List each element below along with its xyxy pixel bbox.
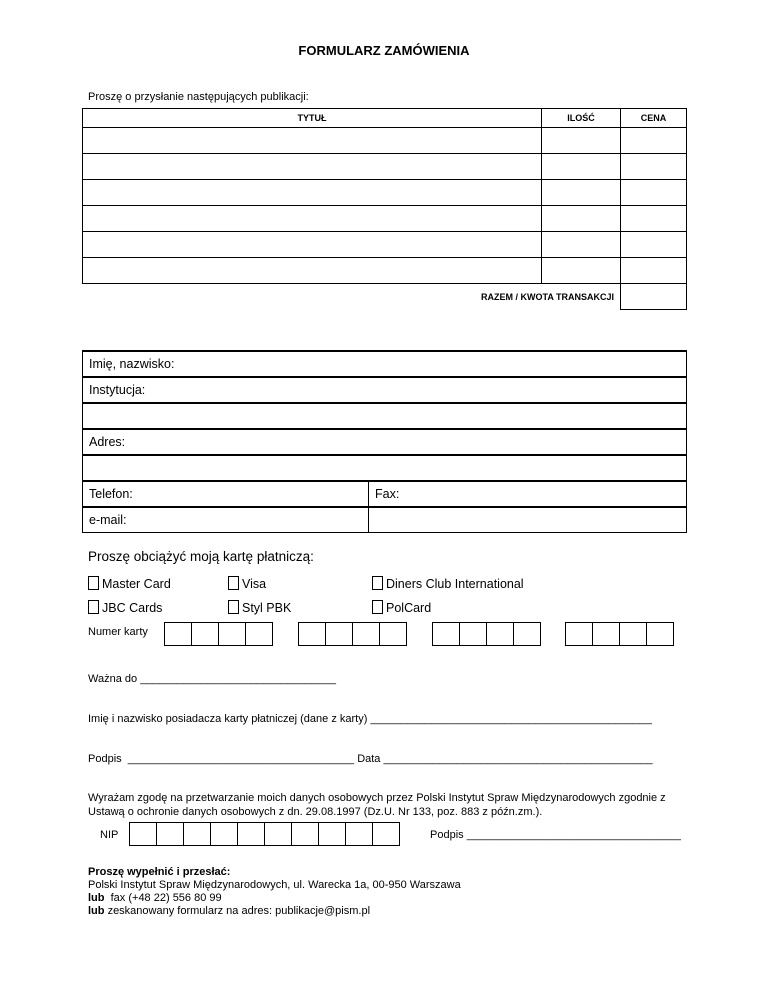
title-cell[interactable] [83, 206, 542, 232]
table-row[interactable] [83, 232, 687, 258]
publications-table [82, 108, 687, 310]
total-amount-cell[interactable] [621, 284, 687, 310]
address-field[interactable]: Adres: [83, 429, 687, 455]
card-number-group-1[interactable] [164, 622, 273, 646]
checkbox-icon[interactable] [372, 600, 383, 614]
table-header-row [83, 109, 687, 128]
footer-heading: Proszę wypełnić i przesłać: [88, 866, 231, 878]
quantity-cell[interactable] [542, 206, 621, 232]
title-cell[interactable] [83, 154, 542, 180]
email-field[interactable]: e-mail: [83, 507, 369, 533]
checkbox-icon[interactable] [228, 600, 239, 614]
quantity-cell[interactable] [542, 258, 621, 284]
card-holder-row[interactable]: Imię i nazwisko posiadacza karty płatniczej (dane z karty) ______________________________________________ [88, 713, 652, 725]
option-visa[interactable]: Visa [228, 576, 266, 591]
option-master-card[interactable]: Master Card [88, 576, 171, 591]
title-cell[interactable] [83, 180, 542, 206]
title-cell[interactable] [83, 128, 542, 154]
institution-field-extra[interactable] [83, 403, 687, 429]
price-cell[interactable] [621, 128, 687, 154]
header-title: TYTUŁ [83, 109, 542, 128]
contact-table [82, 350, 687, 533]
footer-fax-line: lub fax (+48 22) 556 80 99 [88, 892, 222, 904]
header-price: CENA [621, 109, 687, 128]
price-cell[interactable] [621, 258, 687, 284]
title-cell[interactable] [83, 258, 542, 284]
checkbox-icon[interactable] [88, 576, 99, 590]
footer-address: Polski Instytut Spraw Międzynarodowych, ul. Warecka 1a, 00-950 Warszawa [88, 879, 461, 891]
fax-field[interactable]: Fax: [369, 481, 687, 507]
checkbox-icon[interactable] [88, 600, 99, 614]
nip-boxes[interactable] [129, 822, 400, 846]
total-row [83, 284, 687, 310]
form-title: FORMULARZ ZAMÓWIENIA [298, 43, 470, 58]
checkbox-icon[interactable] [372, 576, 383, 590]
name-field[interactable]: Imię, nazwisko: [83, 351, 687, 377]
quantity-cell[interactable] [542, 232, 621, 258]
quantity-cell[interactable] [542, 154, 621, 180]
price-cell[interactable] [621, 180, 687, 206]
total-label: RAZEM / KWOTA TRANSAKCJI [83, 284, 621, 310]
quantity-cell[interactable] [542, 180, 621, 206]
checkbox-icon[interactable] [228, 576, 239, 590]
card-number-label: Numer karty [88, 626, 148, 638]
signature-date-row[interactable]: Podpis _____________________________________ Data ____________________________________________ [88, 753, 653, 765]
footer [88, 866, 461, 918]
valid-until-row[interactable]: Ważna do ________________________________ [88, 673, 336, 685]
footer-email-line: lub zeskanowany formularz na adres: publikacje@pism.pl [88, 905, 371, 917]
title-cell[interactable] [83, 232, 542, 258]
table-row[interactable] [83, 154, 687, 180]
nip-label: NIP [100, 829, 119, 841]
option-diners[interactable]: Diners Club International [372, 576, 524, 591]
consent-text: Wyrażam zgodę na przetwarzanie moich danych osobowych przez Polski Instytut Spraw Międzynarodowych zgodnie z Ustawą o ochronie danych osobowych z dn. 29.08.1997 (Dz.U. Nr 133, poz. 883 z późn.zm.). [88, 792, 666, 818]
table-row[interactable] [83, 128, 687, 154]
card-number-group-2[interactable] [298, 622, 407, 646]
table-row[interactable] [83, 206, 687, 232]
card-number-group-4[interactable] [565, 622, 674, 646]
address-field-extra[interactable] [83, 455, 687, 481]
card-number-group-3[interactable] [432, 622, 541, 646]
price-cell[interactable] [621, 206, 687, 232]
price-cell[interactable] [621, 232, 687, 258]
nip-signature-row[interactable]: Podpis ___________________________________ [430, 829, 681, 841]
card-heading: Proszę obciążyć moją kartę płatniczą: [88, 549, 314, 564]
email-extra-field[interactable] [369, 507, 687, 533]
option-jbc[interactable]: JBC Cards [88, 600, 162, 615]
table-row[interactable] [83, 180, 687, 206]
quantity-cell[interactable] [542, 128, 621, 154]
header-quantity: ILOŚĆ [542, 109, 621, 128]
table-row[interactable] [83, 258, 687, 284]
option-styl-pbk[interactable]: Styl PBK [228, 600, 291, 615]
intro-text: Proszę o przysłanie następujących publikacji: [88, 91, 309, 103]
phone-field[interactable]: Telefon: [83, 481, 369, 507]
price-cell[interactable] [621, 154, 687, 180]
option-polcard[interactable]: PolCard [372, 600, 431, 615]
institution-field[interactable]: Instytucja: [83, 377, 687, 403]
